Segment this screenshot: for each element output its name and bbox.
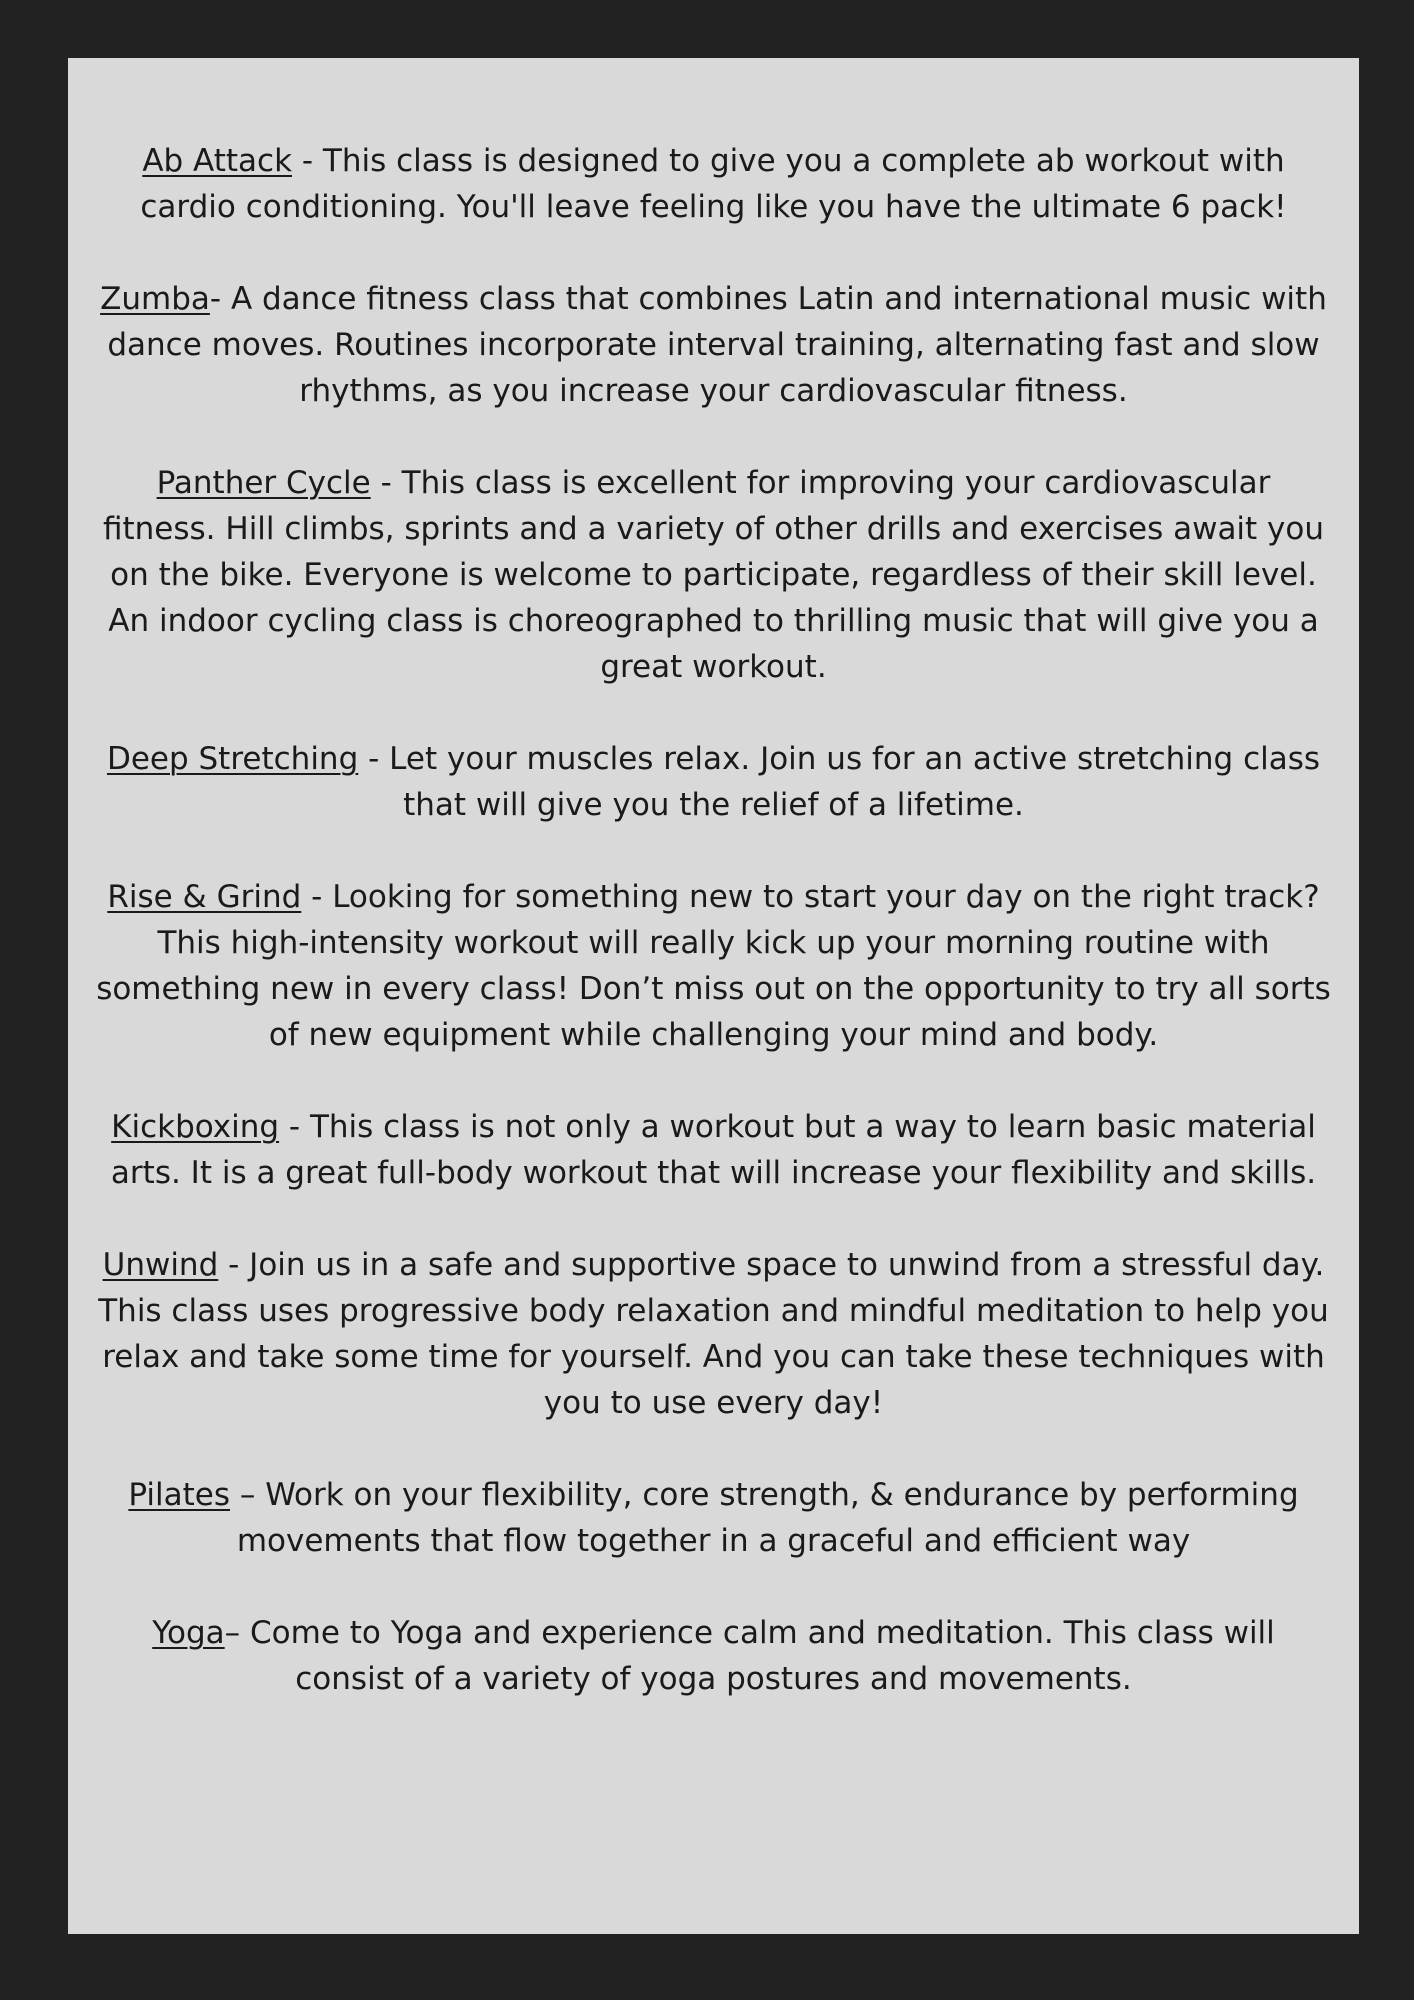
class-entry-deep-stretching [96, 736, 1331, 828]
class-name: Yoga [152, 1615, 225, 1651]
class-description: This class is designed to give you a complete ab workout with cardio conditioning. You'll leave feeling like you have the ultimate 6 pack! [140, 143, 1287, 225]
class-name: Panther Cycle [156, 465, 371, 501]
class-entry-rise-and-grind [96, 874, 1331, 1058]
separator: - [358, 741, 390, 777]
separator: - [301, 879, 333, 915]
class-name: Kickboxing [111, 1109, 280, 1145]
class-description: Come to Yoga and experience calm and meditation. This class will consist of a variety of yoga postures and movements. [250, 1615, 1275, 1697]
class-name: Ab Attack [142, 143, 293, 179]
separator: – [229, 1477, 266, 1513]
separator: – [224, 1615, 251, 1651]
class-name: Pilates [128, 1477, 230, 1513]
class-description: A dance fitness class that combines Latin and international music with dance moves. Routines incorporate interval training, alternating fast and slow rhythms, as you increase your cardiovascular fitness. [107, 281, 1327, 409]
separator: - [218, 1247, 250, 1283]
class-entry-unwind [96, 1242, 1331, 1426]
class-description: Join us in a safe and supportive space to unwind from a stressful day. This class uses progressive body relaxation and mindful meditation to help you relax and take some time for yourself. And you can take these techniques with you to use every day! [98, 1247, 1329, 1421]
separator: - [279, 1109, 310, 1145]
class-description: Let your muscles relax. Join us for an active stretching class that will give you the relief of a lifetime. [389, 741, 1321, 823]
class-name: Rise & Grind [107, 879, 302, 915]
class-entry-panther-cycle [96, 460, 1331, 690]
class-entry-kickboxing [96, 1104, 1331, 1196]
class-entry-ab-attack [96, 138, 1331, 230]
class-name: Zumba [100, 281, 210, 317]
class-name: Deep Stretching [106, 741, 359, 777]
class-name: Unwind [102, 1247, 219, 1283]
separator: - [209, 281, 231, 317]
class-entry-yoga [96, 1610, 1331, 1702]
class-entry-pilates [96, 1472, 1331, 1564]
separator: - [292, 143, 323, 179]
class-description: This class is not only a workout but a way to learn basic material arts. It is a great full-body workout that will increase your flexibility and skills. [110, 1109, 1317, 1191]
class-entry-zumba [96, 276, 1331, 414]
class-description: Looking for something new to start your day on the right track? This high-intensity workout will really kick up your morning routine with something new in every class! Don’t miss out on the opportunity to try all sorts of new equipment while challenging your mind and body. [96, 879, 1331, 1053]
separator: - [370, 465, 402, 501]
class-descriptions-page [68, 58, 1359, 1934]
class-description: This class is excellent for improving your cardiovascular fitness. Hill climbs, sprints and a variety of other drills and exercises await you on the bike. Everyone is welcome to participate, regardless of their skill level. An indoor cycling class is choreographed to thrilling music that will give you a great workout. [102, 465, 1325, 685]
class-description: Work on your flexibility, core strength, & endurance by performing movements that flow together in a graceful and efficient way [236, 1477, 1299, 1559]
